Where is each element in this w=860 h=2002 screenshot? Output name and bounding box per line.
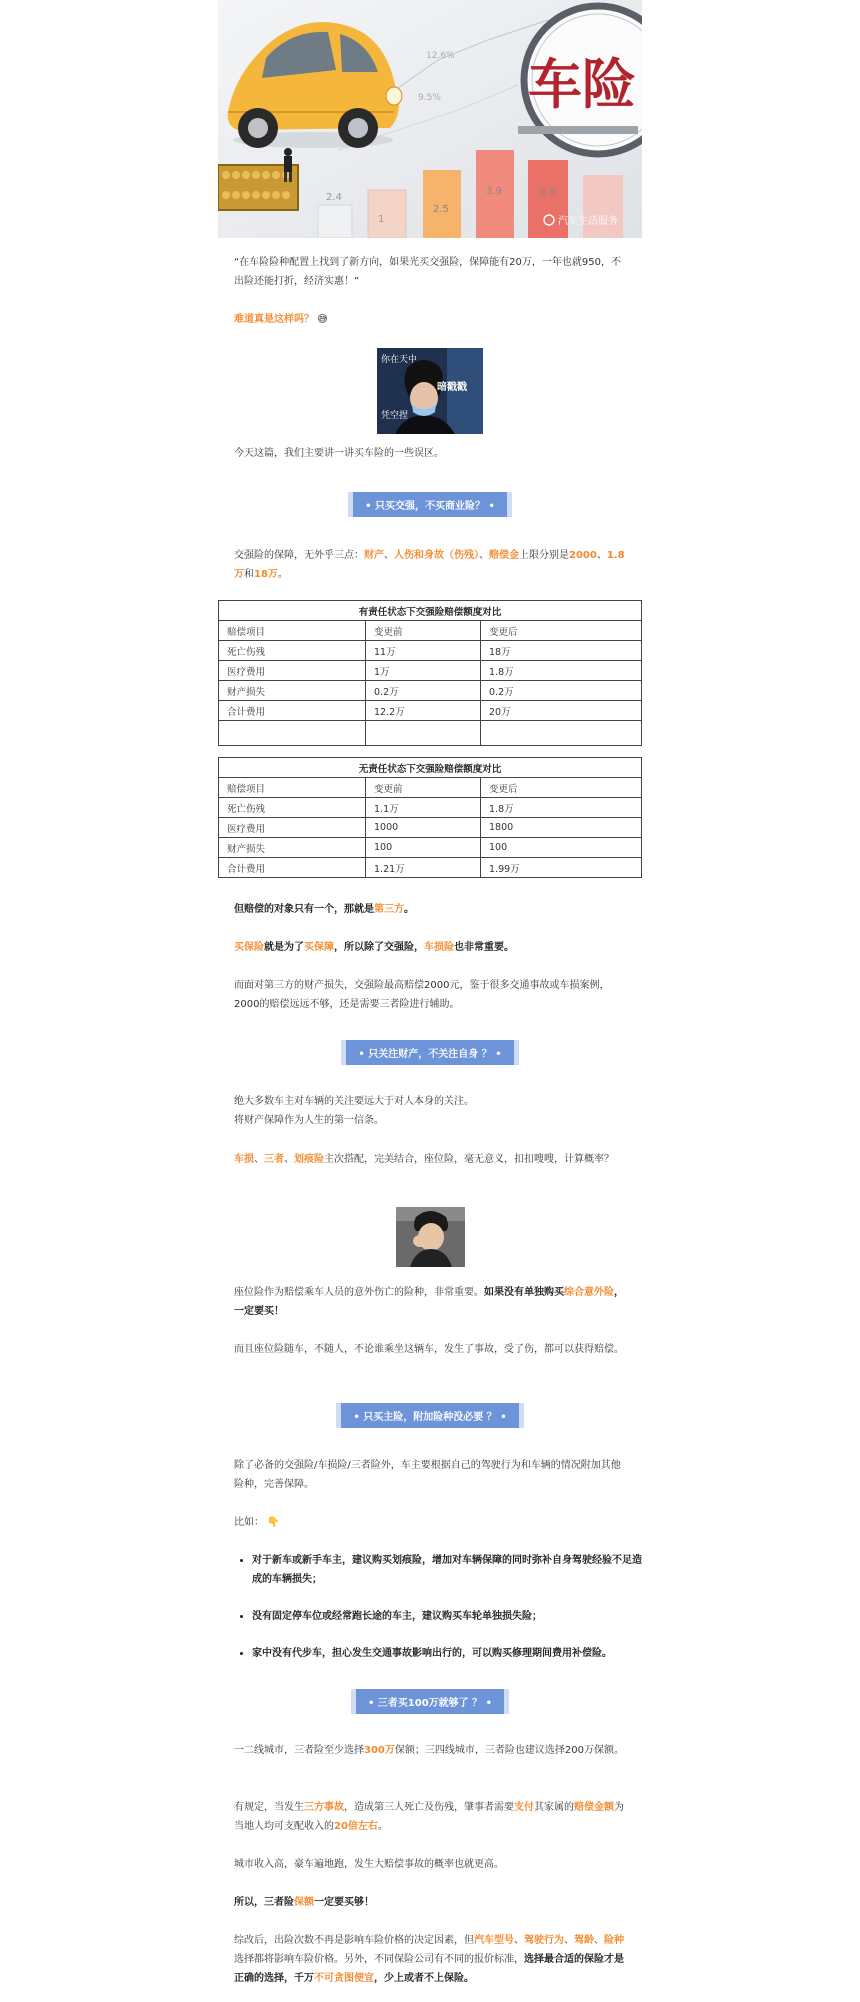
chart-label: 2.4 bbox=[326, 192, 342, 203]
hero-image bbox=[218, 0, 642, 238]
table-row: 合计费用 1.21万 1.99万 bbox=[219, 858, 642, 878]
list-item: • 家中没有代步车，担心发生交通事故影响出行的，可以购买修理期间费用补偿险。 bbox=[252, 1644, 642, 1663]
car-insurance-illustration bbox=[218, 0, 642, 238]
paragraph-focus: 绝大多数车主对车辆的关注要远大于对人本身的关注。 将财产保障作为人生的第一信条。 bbox=[234, 1096, 474, 1126]
list-item: • 对于新车或新手车主，建议购买划痕险，增加对车辆保障的同时弥补自身驾驶经验不足造成的车辆损失； bbox=[252, 1551, 642, 1589]
meme-caption: 凭空捏 bbox=[381, 411, 409, 421]
paragraph-conclusion: 所以，三者险保额一定要买够！ bbox=[234, 1897, 374, 1908]
meme-image bbox=[377, 348, 483, 434]
pointing-hand-icon: 👇 bbox=[267, 1517, 280, 1528]
paragraph-seat-opinion: 车损、三者、划痕险主次搭配，完美结合，座位险，毫无意义，扣扣嗖嗖，计算概率？ bbox=[234, 1154, 614, 1165]
meme-caption: 你在天中 bbox=[381, 355, 418, 365]
table-row: 医疗费用 1000 1800 bbox=[219, 818, 642, 838]
list-item: • 没有固定停车位或经常跑长途的车主，建议购买车轮单独损失险； bbox=[252, 1607, 642, 1626]
paragraph-example: 比如： 👇 bbox=[234, 1517, 280, 1528]
paragraph-regulation: 有规定，当发生三方事故，造成第三人死亡及伤残，肇事者需要支付其家属的赔偿金额为当地人均可支配收入的20倍左右。 bbox=[234, 1802, 624, 1832]
meme-caption: 暗戳戳 bbox=[437, 382, 467, 393]
chart-label: 12.6% bbox=[426, 51, 455, 61]
chart-label: 2.5 bbox=[433, 204, 449, 215]
table-row: 财产损失 100 100 bbox=[219, 838, 642, 858]
table-row: 死亡伤残 1.1万 1.8万 bbox=[219, 798, 642, 818]
table-row-spacer bbox=[219, 721, 642, 746]
table-header: 赔偿项目 变更前 变更后 bbox=[219, 778, 642, 798]
intro-quote: “在车险险种配置上找到了新方向，如果光买交强险，保障能有20万，一年也就950，不出险还能打折，经济实惠！” bbox=[234, 257, 621, 287]
paragraph-city-income: 城市收入高，豪车遍地跑，发生大赔偿事故的概率也就更高。 bbox=[234, 1859, 504, 1870]
paragraph-additional: 除了必备的交强险/车损险/三者险外，车主要根据自己的驾驶行为和车辆的情况附加其他险种，完善保障。 bbox=[234, 1460, 621, 1490]
intro-question: 难道真是这样吗？ 😅 bbox=[234, 314, 328, 325]
crying-child-icon bbox=[396, 1207, 465, 1267]
section-heading-3: • 只买主险，附加险种没必要 ？ • bbox=[0, 1403, 860, 1428]
paragraph-final: 综改后，出险次数不再是影响车险价格的决定因素，但汽车型号、驾驶行为、驾龄、险种选择都将影响车险价格。另外，不同保险公司有不同的报价标准，选择最合适的保险才是正确的选择，千万不可贪图便宜，少上或者不上保险。 bbox=[234, 1935, 624, 1984]
paragraph-third-party-loss: 而面对第三方的财产损失，交强险最高赔偿2000元，鉴于很多交通事故或车损案例，2000的赔偿远远不够，还是需要三者险进行辅助。 bbox=[234, 980, 610, 1010]
child-image bbox=[396, 1207, 465, 1267]
table-header: 赔偿项目 变更前 变更后 bbox=[219, 621, 642, 641]
paragraph-seat-insurance: 座位险作为赔偿乘车人员的意外伤亡的险种，非常重要。如果没有单独购买综合意外险，一定要买！ bbox=[234, 1287, 624, 1317]
chart-label: 3.9 bbox=[486, 186, 502, 197]
chart-label: 9.5% bbox=[418, 93, 441, 103]
intro-lead: 今天这篇，我们主要讲一讲买车险的一些误区。 bbox=[234, 448, 444, 459]
section-heading-1: • 只买交强，不买商业险？ • bbox=[0, 492, 860, 517]
paragraph-third-party: 但赔偿的对象只有一个，那就是第三方。 bbox=[234, 904, 414, 915]
paragraph-coverage: 交强险的保障，无外乎三点：财产、人伤和身故（伤残）、赔偿金上限分别是2000、1.8万和18万。 bbox=[234, 550, 625, 580]
section-heading-4: • 三者买100万就够了 ？ • bbox=[0, 1689, 860, 1714]
table-row: 财产损失 0.2万 0.2万 bbox=[219, 681, 642, 701]
sweat-emoji-icon: 😅 bbox=[317, 314, 328, 325]
table-non-liable bbox=[218, 757, 642, 878]
paragraph-third-party-amount: 一二线城市，三者险至少选择300万保额；三四线城市，三者险也建议选择200万保额。 bbox=[234, 1745, 624, 1756]
table-caption: 有责任状态下交强险赔偿额度对比 bbox=[219, 601, 642, 621]
table-row: 死亡伤残 11万 18万 bbox=[219, 641, 642, 661]
table-row: 合计费用 12.2万 20万 bbox=[219, 701, 642, 721]
table-liable bbox=[218, 600, 642, 746]
bullet-list bbox=[218, 1551, 642, 1681]
svg-text:汽车生活服务: 汽车生活服务 bbox=[558, 216, 618, 227]
table-row: 医疗费用 1万 1.8万 bbox=[219, 661, 642, 681]
section-heading-2: • 只关注财产，不关注自身 ？ • bbox=[0, 1040, 860, 1065]
chart-label: 4.5 bbox=[540, 187, 556, 198]
chart-label: 1 bbox=[378, 214, 385, 225]
paragraph-damage-insurance: 买保险就是为了买保障，所以除了交强险，车损险也非常重要。 bbox=[234, 942, 514, 953]
table-caption: 无责任状态下交强险赔偿额度对比 bbox=[219, 758, 642, 778]
hero-headline: 车险 bbox=[528, 53, 636, 116]
paragraph-seat-follows-car: 而且座位险随车，不随人，不论谁乘坐这辆车，发生了事故，受了伤，都可以获得赔偿。 bbox=[234, 1344, 624, 1355]
